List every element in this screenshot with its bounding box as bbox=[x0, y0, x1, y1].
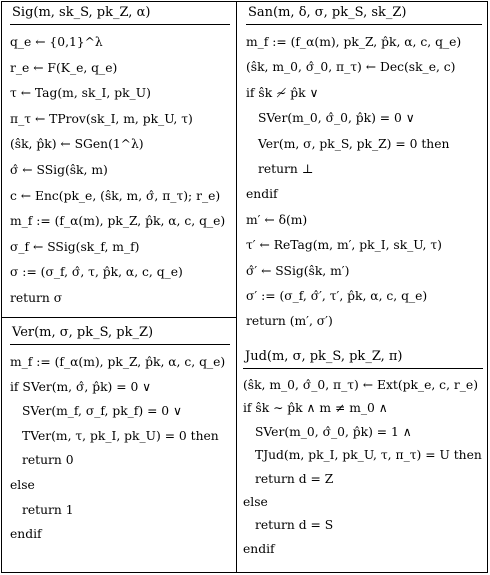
san-line: Ver(m, σ, pk_S, pk_Z) = 0 then bbox=[258, 136, 450, 151]
ver-line: else bbox=[10, 477, 35, 492]
jud-line: TJud(m, pk_I, pk_U, τ, π_τ) = U then bbox=[255, 448, 482, 463]
san-line: τ′ ← ReTag(m, m′, pk_I, sk_U, τ) bbox=[246, 238, 442, 253]
ver-title-rule bbox=[10, 344, 230, 345]
san-line: σ̂′ ← SSig(ŝk, m′) bbox=[246, 263, 350, 278]
sig-line: (ŝk, p̂k) ← SGen(1^λ) bbox=[10, 137, 144, 152]
ver-algorithm bbox=[10, 324, 230, 547]
jud-line: (ŝk, m_0, σ̂_0, π_τ) ← Ext(pk_e, c, r_e) bbox=[243, 378, 478, 392]
jud-line: if ŝk ∼ p̂k ∧ m ≠ m_0 ∧ bbox=[243, 401, 388, 416]
ver-line: SVer(m_f, σ_f, pk_f) = 0 ∨ bbox=[22, 404, 183, 419]
san-line: endif bbox=[246, 187, 278, 202]
jud-title-rule bbox=[243, 368, 483, 369]
san-line: return ⊥ bbox=[258, 161, 314, 176]
jud-line: return d = Z bbox=[255, 471, 334, 486]
sig-line: r_e ← F(K_e, q_e) bbox=[10, 60, 118, 75]
ver-title: Ver(m, σ, pk_S, pk_Z) bbox=[12, 325, 154, 340]
jud-title: Jud(m, σ, pk_S, pk_Z, π) bbox=[245, 349, 403, 364]
sig-line: σ := (σ_f, σ̂, τ, p̂k, α, c, q_e) bbox=[10, 265, 183, 280]
san-line: return (m′, σ′) bbox=[246, 314, 333, 329]
ver-line: endif bbox=[10, 527, 42, 542]
san-line: σ′ := (σ_f, σ̂′, τ′, p̂k, α, c, q_e) bbox=[246, 288, 428, 303]
sig-title-rule bbox=[10, 24, 230, 25]
sig-line: σ_f ← SSig(sk_f, m_f) bbox=[10, 239, 140, 254]
ver-line: if SVer(m, σ̂, p̂k) = 0 ∨ bbox=[10, 379, 152, 394]
san-line: SVer(m_0, σ̂_0, p̂k) = 0 ∨ bbox=[258, 111, 415, 126]
ver-line: return 0 bbox=[22, 453, 74, 468]
san-line: m′ ← δ(m) bbox=[246, 212, 308, 227]
san-line: if ŝk ≁ p̂k ∨ bbox=[246, 85, 319, 100]
sig-line: m_f := (f_α(m), pk_Z, p̂k, α, c, q_e) bbox=[10, 214, 226, 229]
jud-line: return d = S bbox=[255, 518, 334, 533]
ver-line: m_f := (f_α(m), pk_Z, p̂k, α, c, q_e) bbox=[10, 355, 226, 369]
jud-line: else bbox=[243, 494, 268, 509]
left-section-divider bbox=[1, 317, 237, 318]
column-divider bbox=[236, 1, 237, 573]
sig-line: c ← Enc(pk_e, (ŝk, m, σ̂, π_τ); r_e) bbox=[10, 188, 221, 203]
sig-line: π_τ ← TProv(sk_I, m, pk_U, τ) bbox=[10, 111, 193, 126]
sig-line: q_e ← {0,1}^λ bbox=[10, 35, 103, 49]
sig-algorithm bbox=[10, 4, 230, 312]
sig-line: τ ← Tag(m, sk_I, pk_U) bbox=[10, 86, 151, 101]
sig-line: σ̂ ← SSig(ŝk, m) bbox=[10, 162, 108, 177]
jud-algorithm bbox=[243, 348, 483, 561]
san-algorithm bbox=[246, 4, 482, 335]
jud-line: SVer(m_0, σ̂_0, p̂k) = 1 ∧ bbox=[255, 424, 412, 439]
sig-line: return σ bbox=[10, 290, 63, 305]
san-line: m_f := (f_α(m), pk_Z, p̂k, α, c, q_e) bbox=[246, 35, 462, 49]
san-title: San(m, δ, σ, pk_S, sk_Z) bbox=[248, 5, 407, 20]
ver-line: TVer(m, τ, pk_I, pk_U) = 0 then bbox=[22, 428, 219, 443]
jud-line: endif bbox=[243, 541, 275, 556]
san-line: (ŝk, m_0, σ̂_0, π_τ) ← Dec(sk_e, c) bbox=[246, 60, 456, 75]
sig-title: Sig(m, sk_S, pk_Z, α) bbox=[12, 5, 151, 20]
ver-line: return 1 bbox=[22, 502, 74, 517]
san-title-rule bbox=[246, 24, 482, 25]
